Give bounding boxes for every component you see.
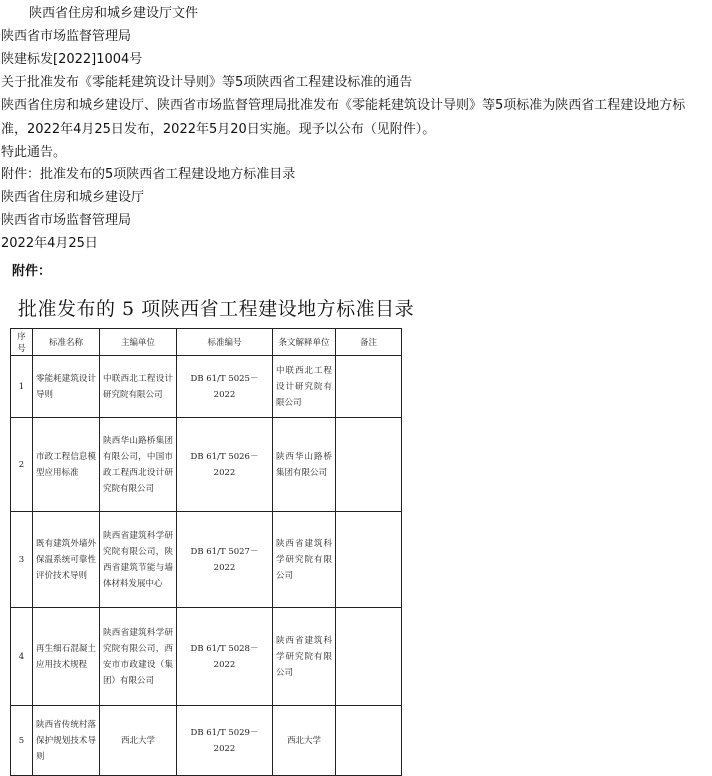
cell-index: 1 [11,356,33,418]
cell-standard-number: DB 61/T 5026－2022 [177,418,273,512]
cell-standard-number: DB 61/T 5029－2022 [177,706,273,776]
cell-interpreter: 中联西北工程设计研究院有限公司 [273,356,336,418]
table-row [11,706,402,776]
cell-remarks [336,706,402,776]
standards-table [10,328,402,776]
doc-header-issuer-2: 陕西省市场监督管理局 [1,29,132,44]
cell-index: 4 [11,608,33,706]
doc-number: 陕建标发[2022]1004号 [1,52,143,67]
table-header-row [11,329,402,356]
cell-interpreter: 陕西省建筑科学研究院有限公司 [273,608,336,706]
header-interpreter: 条文解释单位 [273,329,336,356]
table-row [11,608,402,706]
cell-chief-editor: 陕西华山路桥集团有限公司，中国市政工程西北设计研究院有限公司 [100,418,177,512]
cell-standard-name: 陕西省传统村落保护规划技术导则 [33,706,100,776]
table-row [11,418,402,512]
doc-date: 2022年4月25日 [1,236,98,251]
cell-index: 2 [11,418,33,512]
doc-signature-1: 陕西省住房和城乡建设厅 [1,190,145,205]
doc-closing-notice: 特此通告。 [1,145,67,160]
header-chief-editor: 主编单位 [100,329,177,356]
cell-chief-editor: 中联西北工程设计研究院有限公司 [100,356,177,418]
cell-remarks [336,356,402,418]
cell-chief-editor: 西北大学 [100,706,177,776]
cell-interpreter: 陕西华山路桥集团有限公司 [273,418,336,512]
doc-subject: 关于批准发布《零能耗建筑设计导则》等5项陕西省工程建设标准的通告 [1,75,413,90]
cell-interpreter: 西北大学 [273,706,336,776]
cell-index: 5 [11,706,33,776]
header-index: 序号 [11,329,33,356]
cell-index: 3 [11,512,33,608]
header-standard-number: 标准编号 [177,329,273,356]
doc-attachment-note: 附件：批准发布的5项陕西省工程建设地方标准目录 [1,167,296,182]
table-row [11,356,402,418]
cell-remarks [336,512,402,608]
cell-chief-editor: 陕西省建筑科学研究院有限公司，西安市市政建设（集团）有限公司 [100,608,177,706]
cell-standard-name: 零能耗建筑设计导则 [33,356,100,418]
cell-standard-number: DB 61/T 5028－2022 [177,608,273,706]
cell-chief-editor: 陕西省建筑科学研究院有限公司，陕西省建筑节能与墙体材料发展中心 [100,512,177,608]
cell-remarks [336,608,402,706]
cell-interpreter: 陕西省建筑科学研究院有限公司 [273,512,336,608]
cell-standard-name: 既有建筑外墙外保温系统可靠性评价技术导则 [33,512,100,608]
appendix-label: 附件： [12,264,52,279]
doc-body-paragraph: 陕西省住房和城乡建设厅、陕西省市场监督管理局批准发布《零能耗建筑设计导则》等5项标准为陕西省工程建设地方标准，2022年4月25日发布，2022年5月20日实施。现予以公布（见附件）。 [1,98,686,137]
header-standard-name: 标准名称 [33,329,100,356]
cell-standard-number: DB 61/T 5025－2022 [177,356,273,418]
cell-standard-number: DB 61/T 5027－2022 [177,512,273,608]
table-title: 批准发布的 5 项陕西省工程建设地方标准目录 [18,298,415,320]
doc-signature-2: 陕西省市场监督管理局 [1,213,132,228]
doc-header-issuer: 陕西省住房和城乡建设厅文件 [29,6,199,21]
cell-standard-name: 市政工程信息模型应用标准 [33,418,100,512]
header-remarks: 备注 [336,329,402,356]
table-row [11,512,402,608]
cell-standard-name: 再生细石混凝土应用技术规程 [33,608,100,706]
cell-remarks [336,418,402,512]
